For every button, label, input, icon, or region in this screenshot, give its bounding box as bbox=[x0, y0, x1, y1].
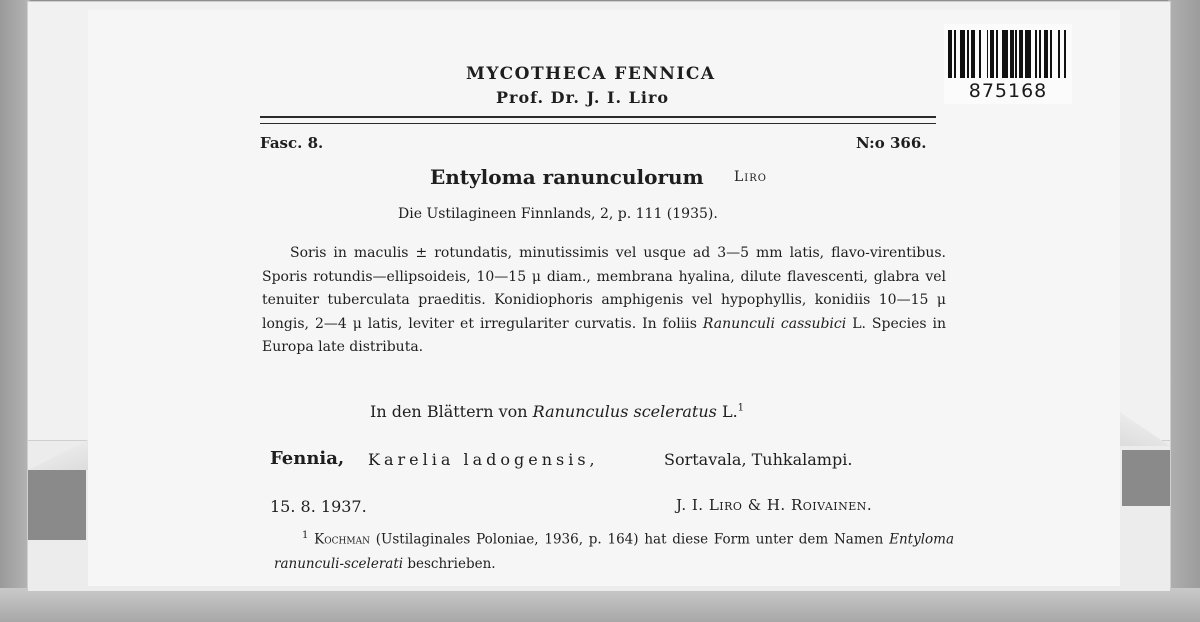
collection-date: 15. 8. 1937. bbox=[270, 497, 367, 516]
footnote-text-1: (Ustilaginales Poloniae, 1936, p. 164) hat diese Form unter dem Namen bbox=[369, 531, 890, 548]
species-name: Entyloma ranunculorum bbox=[430, 165, 704, 189]
collection-title: MYCOTHECA FENNICA bbox=[466, 64, 716, 84]
collectors: J. I. Liro & H. Roivainen. bbox=[676, 496, 873, 514]
footnote-text-2: beschrieben. bbox=[403, 555, 496, 572]
description-host-name: Ranunculi cassubici bbox=[702, 315, 847, 332]
backdrop-right bbox=[1168, 0, 1200, 622]
description-text-1: Soris in maculis ± rotundatis, minutissimis vel usque ad 3—5 mm latis, flavo-virentibus. Sporis rotundis—ellipsoideis, 10—15 μ diam., membrana hyalina, dilute flavescenti, glabra vel tenuiter tuberculata praeditis. Konidiophoris amphigenis vel hypophyllis, konidiis 10—15 μ longis, 2—4 μ latis, leviter et irregulariter curvatis. In foliis bbox=[262, 245, 946, 332]
literature-reference: Die Ustilagineen Finnlands, 2, p. 111 (1935). bbox=[398, 206, 718, 222]
specimen-number: N:o 366. bbox=[856, 134, 927, 152]
footnote-mark: 1 bbox=[302, 530, 309, 541]
fascicle-number: Fasc. 8. bbox=[260, 134, 324, 152]
backdrop-bottom bbox=[0, 588, 1200, 622]
locality-place: Sortavala, Tuhkalampi. bbox=[664, 450, 853, 469]
footnote-name: Entyloma ranunculi-scelerati bbox=[274, 531, 954, 572]
barcode-number: 875168 bbox=[968, 80, 1048, 102]
envelope-tab-right bbox=[1122, 450, 1170, 506]
backdrop-left bbox=[0, 0, 30, 622]
host-suffix: L. bbox=[716, 402, 738, 421]
description-text-2: L. Species in Europa late distributa. bbox=[262, 315, 947, 355]
host-line bbox=[370, 402, 744, 421]
locality-region: Fennia, bbox=[270, 448, 345, 469]
species-description bbox=[262, 242, 946, 360]
collection-author: Prof. Dr. J. I. Liro bbox=[496, 88, 670, 107]
barcode-bar bbox=[1066, 30, 1068, 78]
host-prefix: In den Blättern von bbox=[370, 402, 533, 421]
footnote-author: Kochman bbox=[314, 531, 370, 548]
barcode-sticker bbox=[944, 24, 1072, 104]
host-footnote-mark: 1 bbox=[737, 402, 745, 414]
barcode-icon bbox=[948, 30, 1068, 78]
header-rule-thin bbox=[260, 123, 936, 124]
species-author: Liro bbox=[734, 169, 767, 185]
host-name: Ranunculus sceleratus bbox=[532, 402, 717, 421]
specimen-label bbox=[88, 10, 1120, 586]
footnote bbox=[274, 524, 954, 576]
envelope-tab-left bbox=[28, 470, 86, 540]
header-rule bbox=[260, 116, 936, 118]
locality-area: Karelia ladogensis, bbox=[368, 450, 599, 469]
